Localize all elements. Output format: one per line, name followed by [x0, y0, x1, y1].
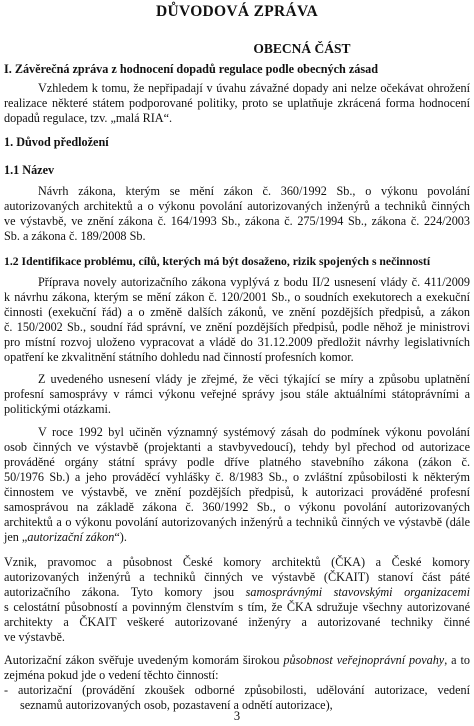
history-line-2: osob činných ve výstavbě (projektanti a stavbyvedoucí), tehdy byl přechod od autorizace: [4, 440, 470, 454]
authorization-line-2: zejména pokud jde o vedení těchto činností:: [4, 668, 219, 682]
heading-problem: 1.2 Identifikace problému, cílů, kterých má být dosaženo, rizik spojených s nečinností: [4, 255, 431, 268]
name-line-3: ve výstavbě, ve znění zákona č. 164/1993 Sb., zákona č. 275/1994 Sb., zákona č. 224/2003: [4, 214, 470, 228]
chambers-line-1: Vznik, pravomoc a působnost České komory architektů (ČKA) a České komory: [4, 555, 470, 569]
resolution-line-1: Z uvedeného usnesení vlády je zřejmé, že věci týkající se míry a způsobu uplatnění: [38, 372, 470, 386]
name-line-4: Sb. a zákona č. 189/2008 Sb.: [4, 229, 146, 243]
problem-line-4: č. 150/2002 Sb., soudní řád správní, ve znění pozdějších předpisů, podle něhož je ministrovi: [4, 320, 470, 334]
history-line-3: prováděné orgány státní správy podle dříve platného stavebního zákona (zákon č.: [4, 455, 470, 469]
page-number: 3: [233, 709, 241, 723]
problem-line-6: opatření ke zkvalitnění státního dohledu nad činností profesních komor.: [4, 350, 354, 364]
resolution-line-3: politickými otázkami.: [4, 402, 111, 416]
name-line-1: Návrh zákona, kterým se mění zákon č. 360/1992 Sb., o výkonu povolání: [38, 184, 470, 198]
problem-line-5: pro místní rozvoj uloženo vypracovat a vládě do 31.12.2009 předložit návrhy legislativních: [4, 335, 470, 349]
intro-line-3: dopadů regulace, tzv. „malá RIA“.: [4, 111, 173, 125]
chambers-line-2: autorizovaných inženýrů a techniků činných ve výstavbě (ČKAIT) stanoví část páté: [4, 570, 470, 584]
history-line-7: architektů a o výkonu povolání autorizovaných inženýrů a techniků činných ve výstavbě (dále: [4, 515, 470, 529]
name-line-2: autorizovaných architektů a o výkonu povolání autorizovaných inženýrů a techniků činných: [4, 199, 470, 213]
history-line-8: [4, 530, 127, 544]
history-line-8-term: autorizační zákon: [27, 530, 115, 544]
section-heading: I. Závěrečná zpráva z hodnocení dopadů regulace podle obecných zásad: [4, 62, 378, 76]
chambers-line-4: s celostátní působností a povinným členstvím s tím, že ČKA sdružuje všechny autorizované: [4, 600, 470, 614]
chambers-line-3-term: samosprávnými stavovskými organizacemi: [245, 585, 470, 599]
intro-line-2: realizace některé státem podporované politiky, proto se uplatňuje zkrácená forma hodnocení: [4, 96, 470, 110]
heading-name: 1.1 Název: [4, 163, 55, 177]
history-line-8-end: “).: [114, 530, 127, 544]
chambers-line-3: [4, 585, 470, 599]
chambers-line-5: architekty a ČKAIT veškeré autorizované inženýry a autorizované techniky činné: [4, 615, 470, 629]
history-line-5: činnostem ve výstavbě, ve znění pozdějších předpisů, k autorizaci prováděné profesní: [4, 485, 470, 499]
heading-reason: 1. Důvod předložení: [4, 135, 109, 149]
document-subtitle: OBECNÁ ČÁST: [253, 41, 351, 56]
history-line-6: samosprávou na základě zákona č. 360/1992 Sb., o výkonu povolání autorizovaných: [4, 500, 470, 514]
authorization-line-1-start: Autorizační zákon svěřuje uvedeným komorám širokou: [4, 653, 284, 667]
chambers-line-6: ve výstavbě.: [4, 630, 65, 644]
chambers-line-3-start: autorizačního zákona. Tyto komory jsou: [4, 585, 246, 599]
history-line-1: V roce 1992 byl učiněn významný systémový zásah do podmínek výkonu povolání: [38, 425, 470, 439]
authorization-line-1: [4, 653, 470, 667]
authorization-line-1-end: , a to: [444, 653, 470, 667]
authorization-bullet-line-1: - autorizační (provádění zkoušek odborné způsobilosti, udělování autorizace, vedení: [4, 683, 470, 697]
intro-line-1: Vzhledem k tomu, že nepřipadají v úvahu závažné dopady ani nelze očekávat ohrožení: [38, 81, 470, 95]
authorization-bullet-line-2: seznamů autorizovaných osob, pozastavení a odnětí autorizace),: [20, 698, 333, 712]
history-line-4: 50/1976 Sb.) a jeho prováděcí vyhlášky č. 8/1983 Sb., o zvláštní způsobilosti k některým: [4, 470, 470, 484]
problem-line-2: k návrhu zákona, kterým se mění zákon č. 120/2001 Sb., o soudních exekutorech a exekuční: [4, 290, 470, 304]
problem-line-3: činnosti (exekuční řád) a o změně dalších zákonů, ve znění pozdějších předpisů, a zákon: [4, 305, 470, 319]
problem-line-1: Příprava novely autorizačního zákona vyplývá z bodu II/2 usnesení vlády č. 411/2009: [38, 275, 470, 289]
authorization-line-1-term: působnost veřejnoprávní povahy: [283, 653, 445, 667]
document-title: DŮVODOVÁ ZPRÁVA: [156, 3, 318, 20]
resolution-line-2: profesní samosprávy v rámci výkonu veřejné správy jsou stále aktuálními státoprávními a: [4, 387, 470, 401]
history-line-8-start: jen „: [4, 530, 28, 544]
